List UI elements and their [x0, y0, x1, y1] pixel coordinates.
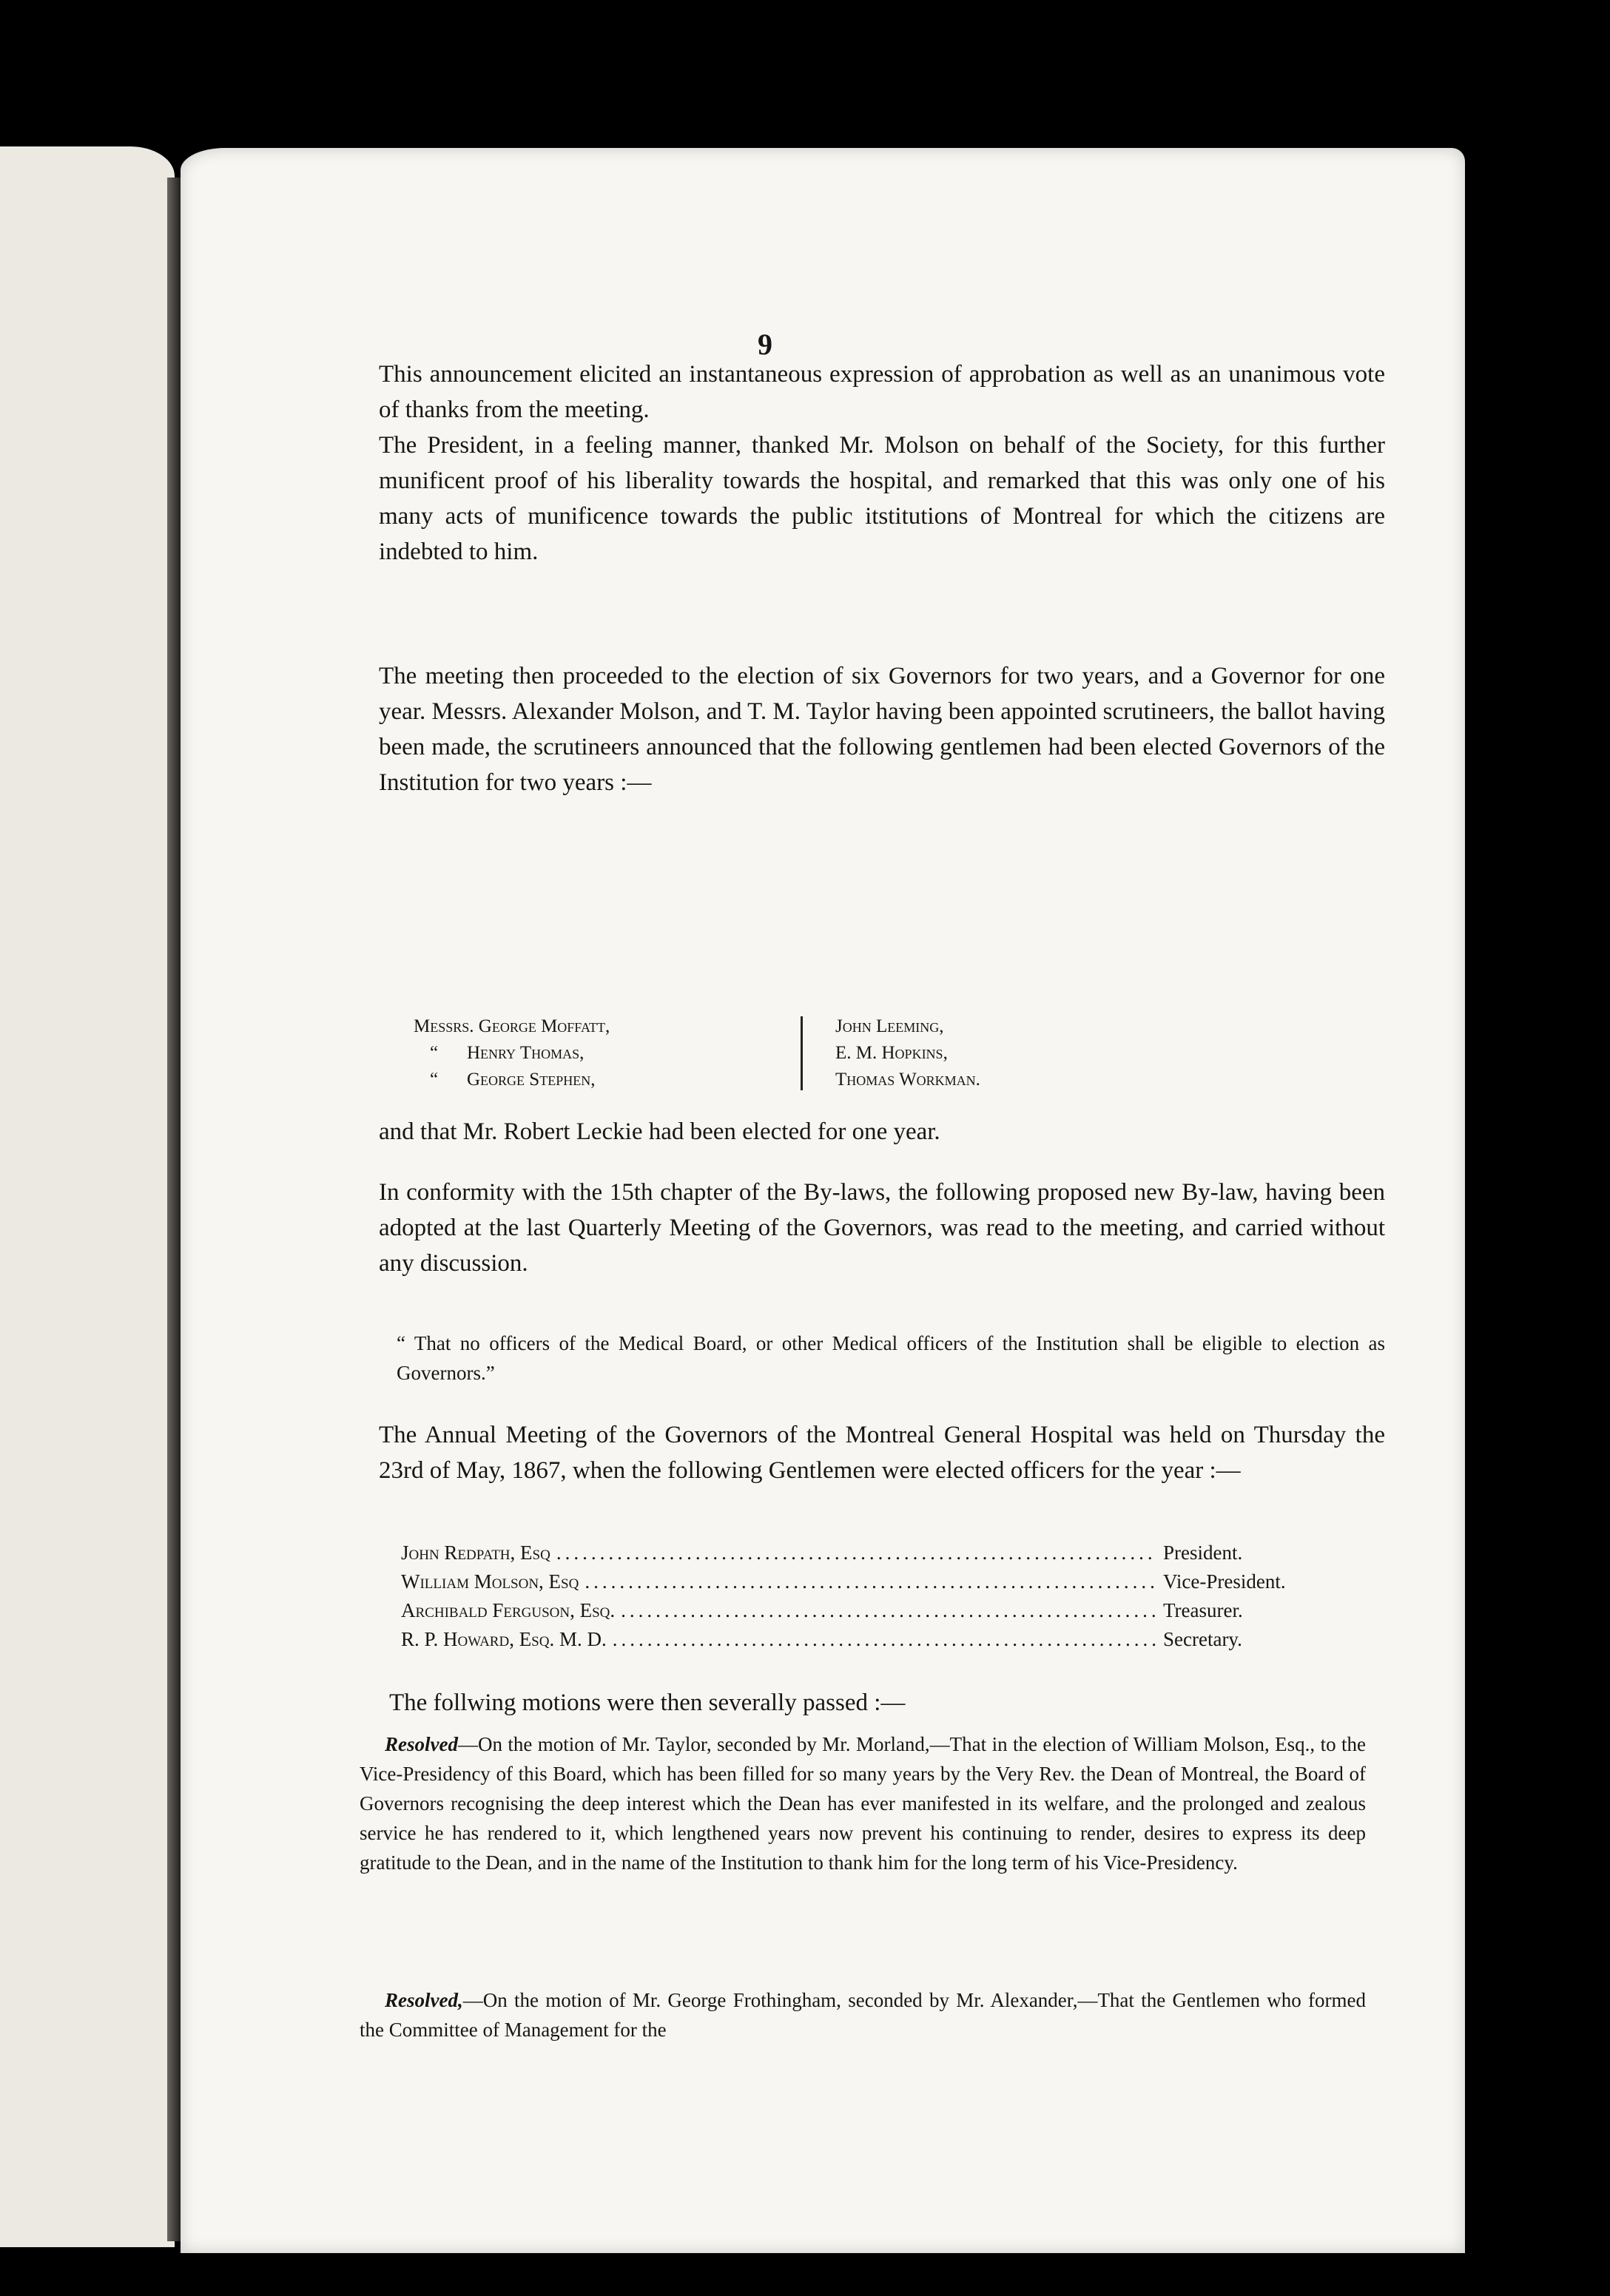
governor-name: E. M. Hopkins, — [835, 1043, 948, 1063]
officers-list — [401, 1539, 1333, 1654]
paragraph-approbation: This announcement elicited an instantaneous expression of approbation as well as an unanimous vote of thanks from the meeting. — [379, 361, 1385, 423]
governors-left-column — [414, 1013, 761, 1093]
document-page — [181, 148, 1465, 2253]
governor-name: Thomas Workman. — [835, 1070, 980, 1090]
ditto-mark: “ — [430, 1043, 439, 1063]
officer-row — [401, 1596, 1333, 1625]
officer-title: Treasurer. — [1163, 1599, 1243, 1621]
messrs-prefix: Messrs. — [414, 1016, 474, 1036]
governor-name: John Leeming, — [835, 1016, 944, 1036]
governors-right-column — [835, 1013, 1205, 1093]
resolution-text: —On the motion of Mr. George Frothingham, seconded by Mr. Alexander,—That the Gentlemen who formed the Committee of Management for the — [360, 1989, 1366, 2041]
governor-name: George Moffatt, — [478, 1016, 610, 1036]
officer-title: President. — [1163, 1542, 1243, 1564]
paragraph-bylaws: In conformity with the 15th chapter of the By-laws, the following proposed new By-law, having been adopted at the last Quarterly Meeting of the Governors, was read to the meeting, and carried without any discussion. — [379, 1179, 1385, 1277]
page-number: 9 — [758, 328, 772, 361]
governor-name: Henry Thomas, — [467, 1043, 585, 1063]
paragraph-annual-meeting: The Annual Meeting of the Governors of the Montreal General Hospital was held on Thursday the 23rd of May, 1867, when the following Gentlemen were elected officers for the year :— — [379, 1422, 1385, 1484]
book-gutter — [167, 178, 182, 2241]
governor-row — [414, 1067, 761, 1093]
officer-row — [401, 1567, 1333, 1596]
resolution-frothingham — [360, 1985, 1366, 2045]
governor-row — [414, 1040, 761, 1067]
paragraph-motions-passed: The follwing motions were then severally passed :— — [389, 1689, 906, 1716]
officer-name: John Redpath, Esq — [401, 1542, 550, 1564]
paragraph-election: The meeting then proceeded to the election of six Governors for two years, and a Governor for one year. Messrs. Alexander Molson, and T. M. Taylor having been appointed scrutineers, the ballot having been made, the scrutineers announced that the following gentlemen had been elected Governors of the Institution for two years :— — [379, 663, 1385, 796]
paragraph-robert-leckie: and that Mr. Robert Leckie had been elected for one year. — [379, 1118, 940, 1145]
officer-title: Secretary. — [1163, 1628, 1242, 1650]
governor-row — [414, 1013, 761, 1040]
dot-leader — [621, 1596, 1157, 1625]
officer-row — [401, 1625, 1333, 1654]
resolution-text: —On the motion of Mr. Taylor, seconded by Mr. Morland,—That in the election of William Molson, Esq., to the Vice-Presidency of this Board, which has been filled for so many years by the Very Rev. the Dean of Montreal, the Board of Governors recognising the deep interest which the Dean has ever manifested in its welfare, and the prolonged and zealous service he has rendered to it, which lengthened years now prevent his continuing to render, desires to express its deep gratitude to the Dean, and in the name of the Institution to thank him for the long term of his Vice-Presidency. — [360, 1733, 1366, 1874]
ditto-mark: “ — [430, 1070, 439, 1090]
officer-row — [401, 1539, 1333, 1567]
resolution-taylor — [360, 1729, 1366, 1877]
resolution-label: Resolved — [385, 1733, 458, 1755]
dot-leader — [556, 1539, 1157, 1567]
officer-name: Archibald Ferguson, Esq. — [401, 1599, 616, 1621]
officer-name: William Molson, Esq — [401, 1570, 579, 1593]
paragraph-president-thanks: The President, in a feeling manner, thanked Mr. Molson on behalf of the Society, for this further munificent proof of his liberality towards the hospital, and remarked that this was only one of his many acts of munificence towards the public itstitutions of Montreal for which the citizens are indebted to him. — [379, 432, 1385, 565]
facing-page-edge — [0, 146, 175, 2247]
dot-leader — [613, 1625, 1157, 1654]
officer-title: Vice-President. — [1163, 1570, 1286, 1593]
bylaw-quote: “ That no officers of the Medical Board, or other Medical officers of the Institution shall be eligible to election as Governors.” — [397, 1332, 1385, 1384]
dot-leader — [585, 1567, 1157, 1596]
resolution-label: Resolved, — [385, 1989, 463, 2011]
officer-name: R. P. Howard, Esq. M. D. — [401, 1628, 607, 1650]
governor-name: George Stephen, — [467, 1070, 596, 1090]
column-divider — [801, 1016, 803, 1090]
